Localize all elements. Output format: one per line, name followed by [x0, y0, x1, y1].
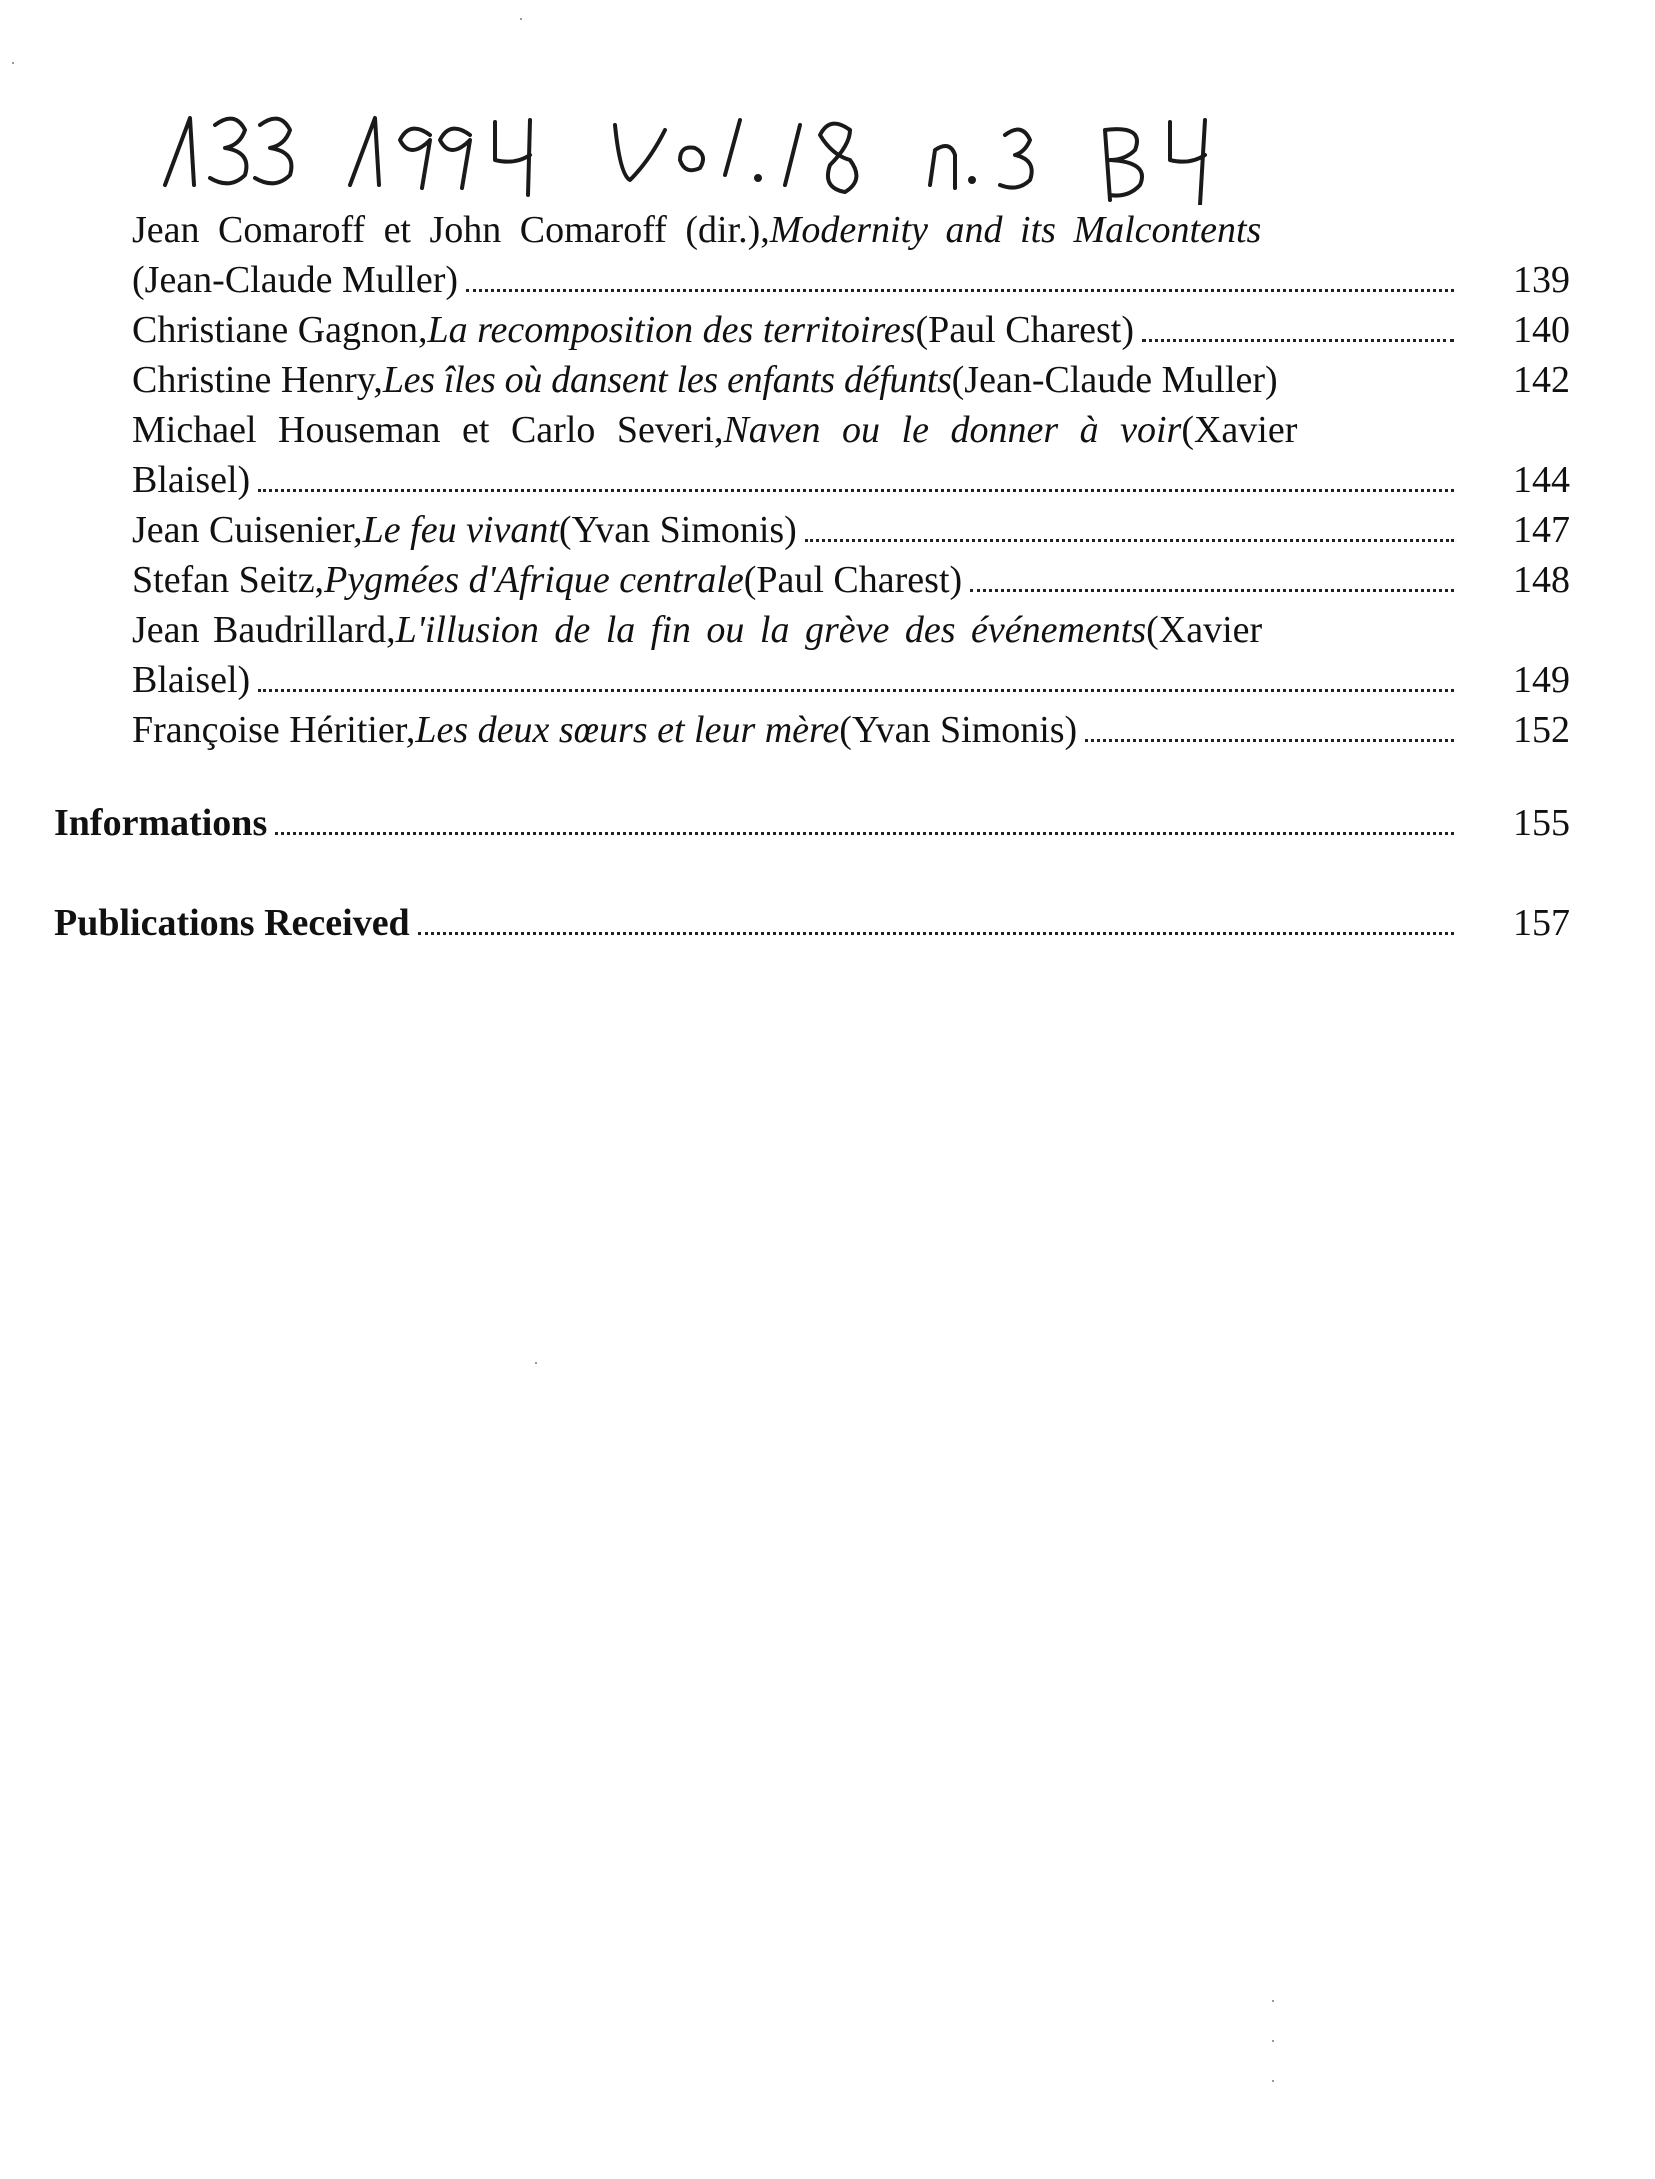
entry-author: Christiane Gagnon, — [132, 309, 428, 351]
dot-leader — [418, 932, 1454, 935]
dot-leader — [275, 832, 1454, 835]
entry-reviewer: (Paul Charest) — [915, 309, 1134, 351]
entry-author: Christine Henry, — [132, 359, 383, 401]
entry-page-number: 148 — [1513, 559, 1570, 601]
toc-entry — [132, 555, 1462, 605]
entry-title: La recomposition des territoires — [427, 309, 916, 351]
scan-speck — [12, 62, 14, 64]
toc-entry-line — [132, 455, 1462, 505]
section-label: Informations — [54, 802, 268, 844]
entry-title: Pygmées d'Afrique centrale — [324, 559, 744, 601]
toc-entry-line — [132, 705, 1462, 755]
entry-page-number: 140 — [1513, 309, 1570, 351]
entry-reviewer: (Xavier — [1181, 409, 1298, 451]
scan-speck — [520, 18, 522, 20]
entry-page-number: 149 — [1513, 659, 1570, 701]
entry-reviewer: Blaisel) — [132, 659, 251, 701]
toc-entry-line — [132, 555, 1462, 605]
scan-speck — [1272, 2000, 1274, 2002]
dot-leader — [1085, 739, 1454, 742]
entry-author: Stefan Seitz, — [132, 559, 325, 601]
dot-leader — [466, 289, 1454, 292]
toc-entry — [132, 605, 1462, 705]
entry-reviewer: (Yvan Simonis) — [839, 709, 1078, 751]
toc-section-line — [54, 798, 1462, 848]
toc-section-publications-received — [54, 898, 1462, 948]
handwritten-shelf-note — [160, 100, 1400, 205]
entry-reviewer: (Jean-Claude Muller) — [132, 259, 459, 301]
entry-title: Les îles où dansent les enfants défunts — [382, 359, 952, 401]
entry-author: Michael Houseman et Carlo Severi, — [132, 409, 724, 451]
entry-title: Modernity and its Malcontents — [769, 209, 1262, 251]
toc-entry-line — [132, 655, 1462, 705]
dot-leader — [1142, 339, 1454, 342]
dot-leader — [970, 589, 1454, 592]
dot-leader — [805, 539, 1454, 542]
toc-entry-line — [132, 355, 1462, 405]
scan-speck — [1272, 2080, 1274, 2082]
entry-title: Les deux sœurs et leur mère — [415, 709, 840, 751]
entry-reviewer: (Yvan Simonis) — [558, 509, 797, 551]
dot-leader — [258, 689, 1454, 692]
scan-speck — [535, 1362, 537, 1364]
toc-entry — [132, 705, 1462, 755]
entry-page-number: 152 — [1513, 709, 1570, 751]
entry-page-number: 139 — [1513, 259, 1570, 301]
toc-entry — [132, 305, 1462, 355]
toc-entry-line — [132, 605, 1462, 655]
toc-entry — [132, 205, 1462, 305]
toc-entry-line — [132, 205, 1462, 255]
entry-author: Jean Comaroff et John Comaroff (dir.), — [132, 209, 770, 251]
toc-entry — [132, 355, 1462, 405]
toc-section-line — [54, 898, 1462, 948]
scan-speck — [1272, 2040, 1274, 2042]
section-page-number: 157 — [1513, 902, 1570, 944]
toc-entry-line — [132, 305, 1462, 355]
entry-reviewer: Blaisel) — [132, 459, 251, 501]
toc-entry — [132, 405, 1462, 505]
entry-author: Jean Baudrillard, — [132, 609, 396, 651]
entry-page-number: 147 — [1513, 509, 1570, 551]
dot-leader — [258, 489, 1454, 492]
section-label: Publications Received — [54, 902, 410, 944]
entry-reviewer: (Jean-Claude Muller) — [951, 359, 1278, 401]
entry-author: Jean Cuisenier, — [132, 509, 363, 551]
toc-entry-line — [132, 255, 1462, 305]
entry-author: Françoise Héritier, — [132, 709, 416, 751]
toc-entry — [132, 505, 1462, 555]
toc-section-informations — [54, 798, 1462, 848]
toc-entry-line — [132, 505, 1462, 555]
entry-page-number: 144 — [1513, 459, 1570, 501]
entry-reviewer: (Xavier — [1146, 609, 1263, 651]
entry-reviewer: (Paul Charest) — [743, 559, 963, 601]
entry-title: L'illusion de la fin ou la grève des événements — [395, 609, 1147, 651]
entry-page-number: 142 — [1513, 359, 1570, 401]
toc-entry-line — [132, 405, 1462, 455]
section-page-number: 155 — [1513, 802, 1570, 844]
entry-title: Naven ou le donner à voir — [723, 409, 1182, 451]
entry-title: Le feu vivant — [362, 509, 559, 551]
